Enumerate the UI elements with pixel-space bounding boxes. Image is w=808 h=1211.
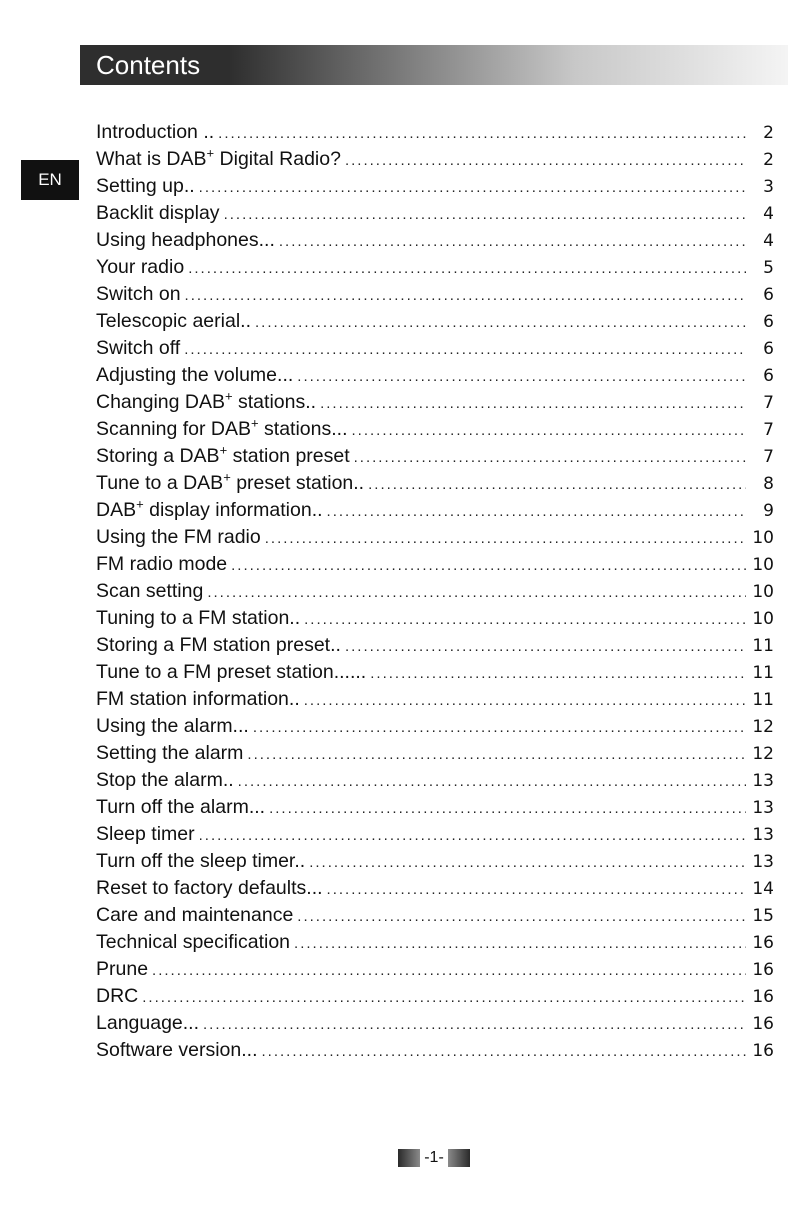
toc-entry-title-text: Reset to factory defaults... [96, 877, 323, 899]
toc-entry-title-text: Switch on [96, 283, 181, 305]
toc-entry[interactable] [96, 119, 774, 146]
toc-entry-page: 13 [752, 798, 774, 818]
toc-entry-superscript: + [225, 388, 233, 404]
toc-leader-dots [327, 876, 746, 903]
toc-entry[interactable] [96, 740, 774, 767]
toc-entry-title [96, 956, 148, 983]
toc-entry-title-text: Storing a FM station preset.. [96, 634, 341, 656]
toc-entry[interactable] [96, 821, 774, 848]
toc-entry-page: 13 [752, 771, 774, 791]
toc-entry-title-text: Technical specification [96, 931, 291, 953]
toc-entry-page: 15 [752, 906, 774, 926]
toc-entry-title-text: DRC [96, 985, 139, 1007]
toc-entry-title-suffix: stations... [258, 418, 348, 440]
toc-entry-page: 5 [763, 258, 774, 278]
toc-leader-dots [370, 660, 746, 687]
toc-entry-page: 14 [752, 879, 774, 899]
toc-entry[interactable] [96, 794, 774, 821]
toc-entry-page: 3 [763, 177, 774, 197]
toc-leader-dots [368, 471, 746, 498]
toc-entry[interactable] [96, 227, 774, 254]
toc-entry-title-text: Prune [96, 958, 149, 980]
toc-entry[interactable] [96, 875, 774, 902]
toc-leader-dots [253, 714, 746, 741]
toc-entry[interactable] [96, 1010, 774, 1037]
footer-decoration-right [448, 1149, 470, 1167]
toc-entry[interactable] [96, 551, 774, 578]
toc-leader-dots [269, 795, 746, 822]
toc-entry-page: 9 [763, 501, 774, 521]
toc-entry-title [96, 605, 300, 632]
page-title: Contents [96, 50, 201, 80]
toc-leader-dots [345, 633, 746, 660]
toc-entry-title-text: Switch off [96, 337, 181, 359]
toc-entry-title [96, 551, 227, 578]
toc-leader-dots [279, 228, 746, 255]
language-tab: EN [21, 160, 79, 200]
toc-entry-title-text: FM radio mode [96, 553, 228, 575]
toc-entry-title-text: Storing a DAB [96, 445, 220, 467]
toc-entry-title [96, 146, 341, 173]
toc-entry-title-text: Software version... [96, 1039, 258, 1061]
toc-entry[interactable] [96, 848, 774, 875]
toc-entry-page: 2 [763, 150, 774, 170]
toc-entry-title [96, 686, 300, 713]
toc-entry-title [96, 335, 180, 362]
toc-entry[interactable] [96, 605, 774, 632]
toc-entry-page: 11 [752, 663, 774, 683]
toc-entry-title [96, 119, 214, 146]
toc-entry-superscript: + [251, 415, 259, 431]
toc-entry[interactable] [96, 767, 774, 794]
toc-entry-page: 6 [763, 285, 774, 305]
toc-entry-title-text: Using the FM radio [96, 526, 261, 548]
toc-entry-title [96, 875, 323, 902]
toc-leader-dots [247, 741, 746, 768]
toc-entry-page: 10 [752, 555, 774, 575]
toc-entry-title [96, 254, 184, 281]
toc-entry[interactable] [96, 578, 774, 605]
toc-entry[interactable] [96, 308, 774, 335]
toc-entry-page: 16 [752, 987, 774, 1007]
toc-entry[interactable] [96, 254, 774, 281]
toc-entry-title-text: Turn off the alarm... [96, 796, 266, 818]
toc-entry[interactable] [96, 1037, 774, 1064]
toc-entry-title-suffix: stations.. [232, 391, 317, 413]
toc-entry[interactable] [96, 956, 774, 983]
toc-entry-page: 6 [763, 339, 774, 359]
toc-entry-page: 16 [752, 933, 774, 953]
toc-leader-dots [255, 309, 746, 336]
toc-entry[interactable] [96, 524, 774, 551]
toc-leader-dots [142, 984, 746, 1011]
toc-leader-dots [354, 444, 746, 471]
toc-entry-title-suffix: Digital Radio? [214, 148, 341, 170]
toc-entry-title-text: Introduction .. [96, 121, 215, 143]
toc-entry-page: 4 [763, 231, 774, 251]
toc-entry[interactable] [96, 686, 774, 713]
toc-entry-page: 7 [763, 447, 774, 467]
toc-entry-page: 4 [763, 204, 774, 224]
toc-leader-dots [351, 417, 746, 444]
toc-entry-title-suffix: display information.. [143, 499, 323, 521]
toc-leader-dots [327, 498, 746, 525]
toc-leader-dots [152, 957, 746, 984]
toc-entry-superscript: + [136, 496, 144, 512]
toc-entry-page: 12 [752, 717, 774, 737]
toc-entry[interactable] [96, 173, 774, 200]
toc-entry-title [96, 848, 305, 875]
toc-leader-dots [320, 390, 746, 417]
toc-entry[interactable] [96, 416, 774, 443]
toc-entry-title-text: Stop the alarm.. [96, 769, 234, 791]
toc-entry-page: 11 [752, 636, 774, 656]
toc-entry-page: 13 [752, 825, 774, 845]
toc-entry-title-suffix: station preset [227, 445, 350, 467]
toc-leader-dots [188, 255, 746, 282]
toc-entry[interactable] [96, 200, 774, 227]
page-number: -1- [424, 1149, 444, 1166]
toc-leader-dots [345, 147, 746, 174]
toc-entry-title [96, 1010, 199, 1037]
toc-entry-page: 6 [763, 312, 774, 332]
toc-entry-page: 12 [752, 744, 774, 764]
toc-entry-title [96, 821, 195, 848]
toc-leader-dots [207, 579, 746, 606]
toc-leader-dots [309, 849, 746, 876]
toc-leader-dots [304, 606, 746, 633]
toc-entry-title [96, 632, 341, 659]
toc-entry[interactable] [96, 983, 774, 1010]
toc-entry-superscript: + [223, 469, 231, 485]
toc-entry-page: 16 [752, 1014, 774, 1034]
toc-entry[interactable] [96, 632, 774, 659]
toc-entry[interactable] [96, 281, 774, 308]
toc-entry-title-text: Changing DAB [96, 391, 225, 413]
toc-entry-title [96, 1037, 257, 1064]
toc-entry-title [96, 200, 220, 227]
toc-entry-title [96, 470, 364, 497]
toc-leader-dots [294, 930, 746, 957]
page-number-footer [398, 1148, 470, 1168]
toc-leader-dots [238, 768, 746, 795]
toc-entry-page: 10 [752, 582, 774, 602]
toc-entry-title-text: Adjusting the volume... [96, 364, 294, 386]
toc-entry-title-text: Sleep timer [96, 823, 195, 845]
toc-entry[interactable] [96, 659, 774, 686]
toc-entry-title-text: Using headphones... [96, 229, 275, 251]
toc-entry[interactable] [96, 389, 774, 416]
toc-entry-title [96, 227, 275, 254]
toc-entry[interactable] [96, 443, 774, 470]
toc-entry-page: 16 [752, 960, 774, 980]
toc-leader-dots [185, 282, 746, 309]
toc-entry[interactable] [96, 902, 774, 929]
toc-leader-dots [265, 525, 746, 552]
toc-entry-title-text: Scan setting [96, 580, 204, 602]
toc-leader-dots [261, 1038, 746, 1065]
toc-entry-title-text: DAB [96, 499, 137, 521]
toc-entry-page: 10 [752, 609, 774, 629]
toc-entry[interactable] [96, 146, 774, 173]
toc-leader-dots [199, 822, 746, 849]
toc-entry-title [96, 902, 293, 929]
toc-entry-title [96, 497, 323, 524]
toc-entry-title-text: Tune to a DAB [96, 472, 224, 494]
toc-leader-dots [231, 552, 746, 579]
toc-entry-title [96, 308, 251, 335]
toc-leader-dots [203, 1011, 746, 1038]
toc-leader-dots [297, 363, 746, 390]
toc-entry-title-text: Backlit display [96, 202, 220, 224]
toc-entry-superscript: + [219, 442, 228, 458]
toc-entry-title-text: Your radio [96, 256, 185, 278]
toc-entry-title-text: Turn off the sleep timer.. [96, 850, 306, 872]
toc-entry-title-suffix: preset station.. [230, 472, 365, 494]
toc-entry-page: 7 [763, 420, 774, 440]
toc-leader-dots [184, 336, 746, 363]
toc-entry[interactable] [96, 362, 774, 389]
toc-entry[interactable] [96, 497, 774, 524]
toc-leader-dots [218, 120, 746, 147]
toc-entry-title [96, 443, 350, 470]
toc-entry-page: 13 [752, 852, 774, 872]
toc-entry-title [96, 362, 293, 389]
toc-entry-title-text: Language... [96, 1012, 200, 1034]
toc-entry-title-text: Care and maintenance [96, 904, 294, 926]
toc-entry-title-text: Telescopic aerial.. [96, 310, 251, 332]
toc-leader-dots [199, 174, 746, 201]
toc-entry-superscript: + [206, 145, 215, 161]
toc-entry-title [96, 416, 347, 443]
toc-entry-title-text: Setting up.. [96, 175, 195, 197]
toc-entry-title [96, 578, 203, 605]
toc-entry-title-text: Scanning for DAB [96, 418, 252, 440]
table-of-contents [96, 119, 774, 1064]
footer-decoration-left [398, 1149, 420, 1167]
toc-entry-title [96, 173, 195, 200]
toc-entry-page: 16 [752, 1041, 774, 1061]
toc-entry-title [96, 740, 243, 767]
toc-entry-title-text: Using the alarm... [96, 715, 249, 737]
toc-entry[interactable] [96, 470, 774, 497]
toc-entry-title [96, 794, 265, 821]
toc-entry-page: 8 [763, 474, 774, 494]
toc-entry-page: 7 [763, 393, 774, 413]
toc-entry-title [96, 713, 249, 740]
toc-entry-title-text: What is DAB [96, 148, 207, 170]
toc-entry-title-text: Setting the alarm [96, 742, 244, 764]
toc-entry-title-text: Tuning to a FM station.. [96, 607, 301, 629]
toc-entry-page: 6 [763, 366, 774, 386]
toc-entry-title [96, 767, 234, 794]
toc-entry-title [96, 983, 138, 1010]
toc-entry[interactable] [96, 929, 774, 956]
toc-entry-title [96, 929, 290, 956]
toc-entry-title [96, 389, 316, 416]
toc-leader-dots [224, 201, 746, 228]
toc-entry[interactable] [96, 713, 774, 740]
toc-entry-page: 2 [763, 123, 774, 143]
toc-entry-page: 10 [752, 528, 774, 548]
toc-entry-title [96, 281, 181, 308]
toc-leader-dots [304, 687, 746, 714]
toc-entry-page: 11 [752, 690, 774, 710]
toc-entry-title [96, 659, 366, 686]
toc-entry-title [96, 524, 261, 551]
toc-entry-title-text: Tune to a FM preset station...... [96, 661, 367, 683]
toc-leader-dots [297, 903, 746, 930]
toc-entry-title-text: FM station information.. [96, 688, 300, 710]
toc-entry[interactable] [96, 335, 774, 362]
